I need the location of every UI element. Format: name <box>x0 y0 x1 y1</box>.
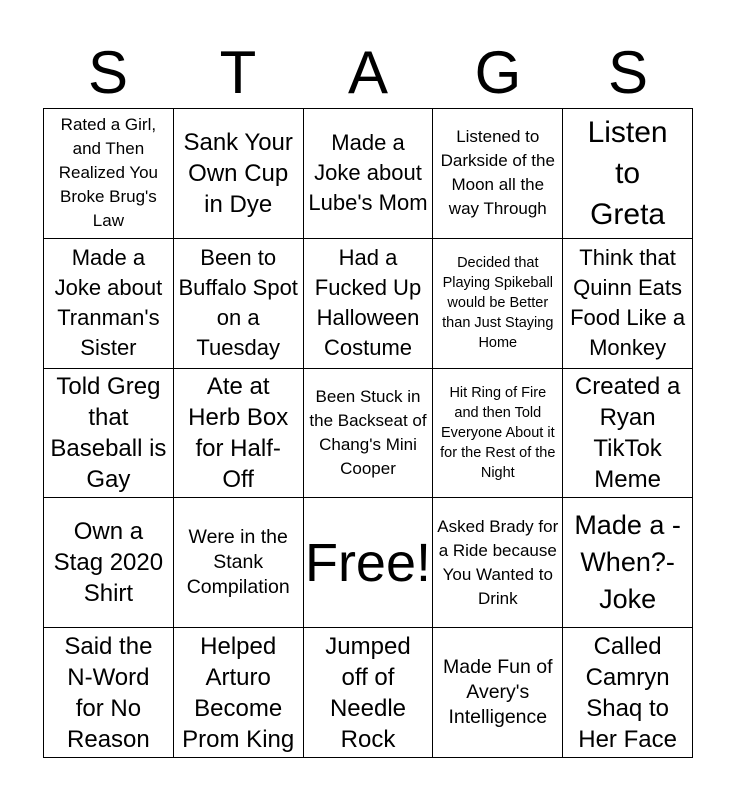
bingo-cell[interactable] <box>304 239 434 369</box>
cell-text: Made Fun of Avery's Intelligence <box>443 656 553 729</box>
bingo-cell[interactable] <box>174 239 304 369</box>
bingo-cell[interactable] <box>44 369 174 499</box>
cell-text: Created a Ryan TikTok Meme <box>574 372 681 493</box>
bingo-grid <box>43 108 693 758</box>
free-space-text: Free! <box>304 532 432 593</box>
bingo-cell[interactable] <box>433 628 563 758</box>
bingo-cell[interactable] <box>44 109 174 239</box>
bingo-cell[interactable] <box>44 239 174 369</box>
bingo-cell[interactable] <box>304 109 434 239</box>
bingo-cell[interactable] <box>304 369 434 499</box>
cell-text: Asked Brady for a Ride because You Wanted to Drink <box>437 516 559 608</box>
bingo-cell[interactable] <box>433 369 563 499</box>
cell-text: Decided that Playing Spikeball would be Better than Just Staying Home <box>442 255 554 352</box>
bingo-cell[interactable] <box>44 498 174 628</box>
bingo-cell[interactable] <box>563 628 693 758</box>
cell-text: Made a -When?- Joke <box>574 510 681 615</box>
header-letter-a: A <box>347 39 389 106</box>
bingo-cell[interactable] <box>433 239 563 369</box>
header-letter-g: G <box>474 39 522 106</box>
cell-text: Think that Quinn Eats Food Like a Monkey <box>570 245 686 361</box>
header-letter-s2: S <box>607 39 649 106</box>
bingo-cell[interactable] <box>563 239 693 369</box>
bingo-cell[interactable] <box>563 109 693 239</box>
bingo-cell[interactable] <box>44 628 174 758</box>
cell-text: Listened to Darkside of the Moon all the way Through <box>440 127 555 219</box>
bingo-cell[interactable] <box>174 628 304 758</box>
bingo-header <box>43 38 693 108</box>
bingo-cell[interactable] <box>433 109 563 239</box>
cell-text: Ate at Herb Box for Half-Off <box>188 372 289 493</box>
bingo-cell[interactable] <box>174 369 304 499</box>
cell-text: Made a Joke about Tranman's Sister <box>54 245 163 361</box>
header-letter-t: T <box>219 39 257 106</box>
cell-text: Listen to Greta <box>587 115 668 231</box>
cell-text: Made a Joke about Lube's Mom <box>308 130 428 216</box>
bingo-cell[interactable] <box>304 628 434 758</box>
cell-text: Rated a Girl, and Then Realized You Broke Brug's Law <box>58 115 159 231</box>
cell-text: Own a Stag 2020 Shirt <box>53 518 164 608</box>
cell-text: Called Camryn Shaq to Her Face <box>578 632 677 753</box>
bingo-cell[interactable] <box>174 109 304 239</box>
bingo-cell[interactable] <box>563 498 693 628</box>
cell-text: Were in the Stank Compilation <box>186 526 290 599</box>
cell-text: Sank Your Own Cup in Dye <box>183 128 293 218</box>
cell-text: Jumped off of Needle Rock <box>325 632 411 753</box>
bingo-cell[interactable] <box>563 369 693 499</box>
bingo-cell[interactable] <box>433 498 563 628</box>
cell-text: Told Greg that Baseball is Gay <box>50 372 167 493</box>
cell-text: Said the N-Word for No Reason <box>64 632 153 753</box>
cell-text: Hit Ring of Fire and then Told Everyone About it for the Rest of the Night <box>440 384 556 481</box>
cell-text: Been to Buffalo Spot on a Tuesday <box>178 245 298 361</box>
cell-text: Been Stuck in the Backseat of Chang's Mini Cooper <box>309 386 427 478</box>
free-space-cell[interactable] <box>304 498 434 628</box>
header-letter-s: S <box>87 39 129 106</box>
bingo-cell[interactable] <box>174 498 304 628</box>
cell-text: Had a Fucked Up Halloween Costume <box>314 245 422 361</box>
cell-text: Helped Arturo Become Prom King <box>182 632 295 753</box>
